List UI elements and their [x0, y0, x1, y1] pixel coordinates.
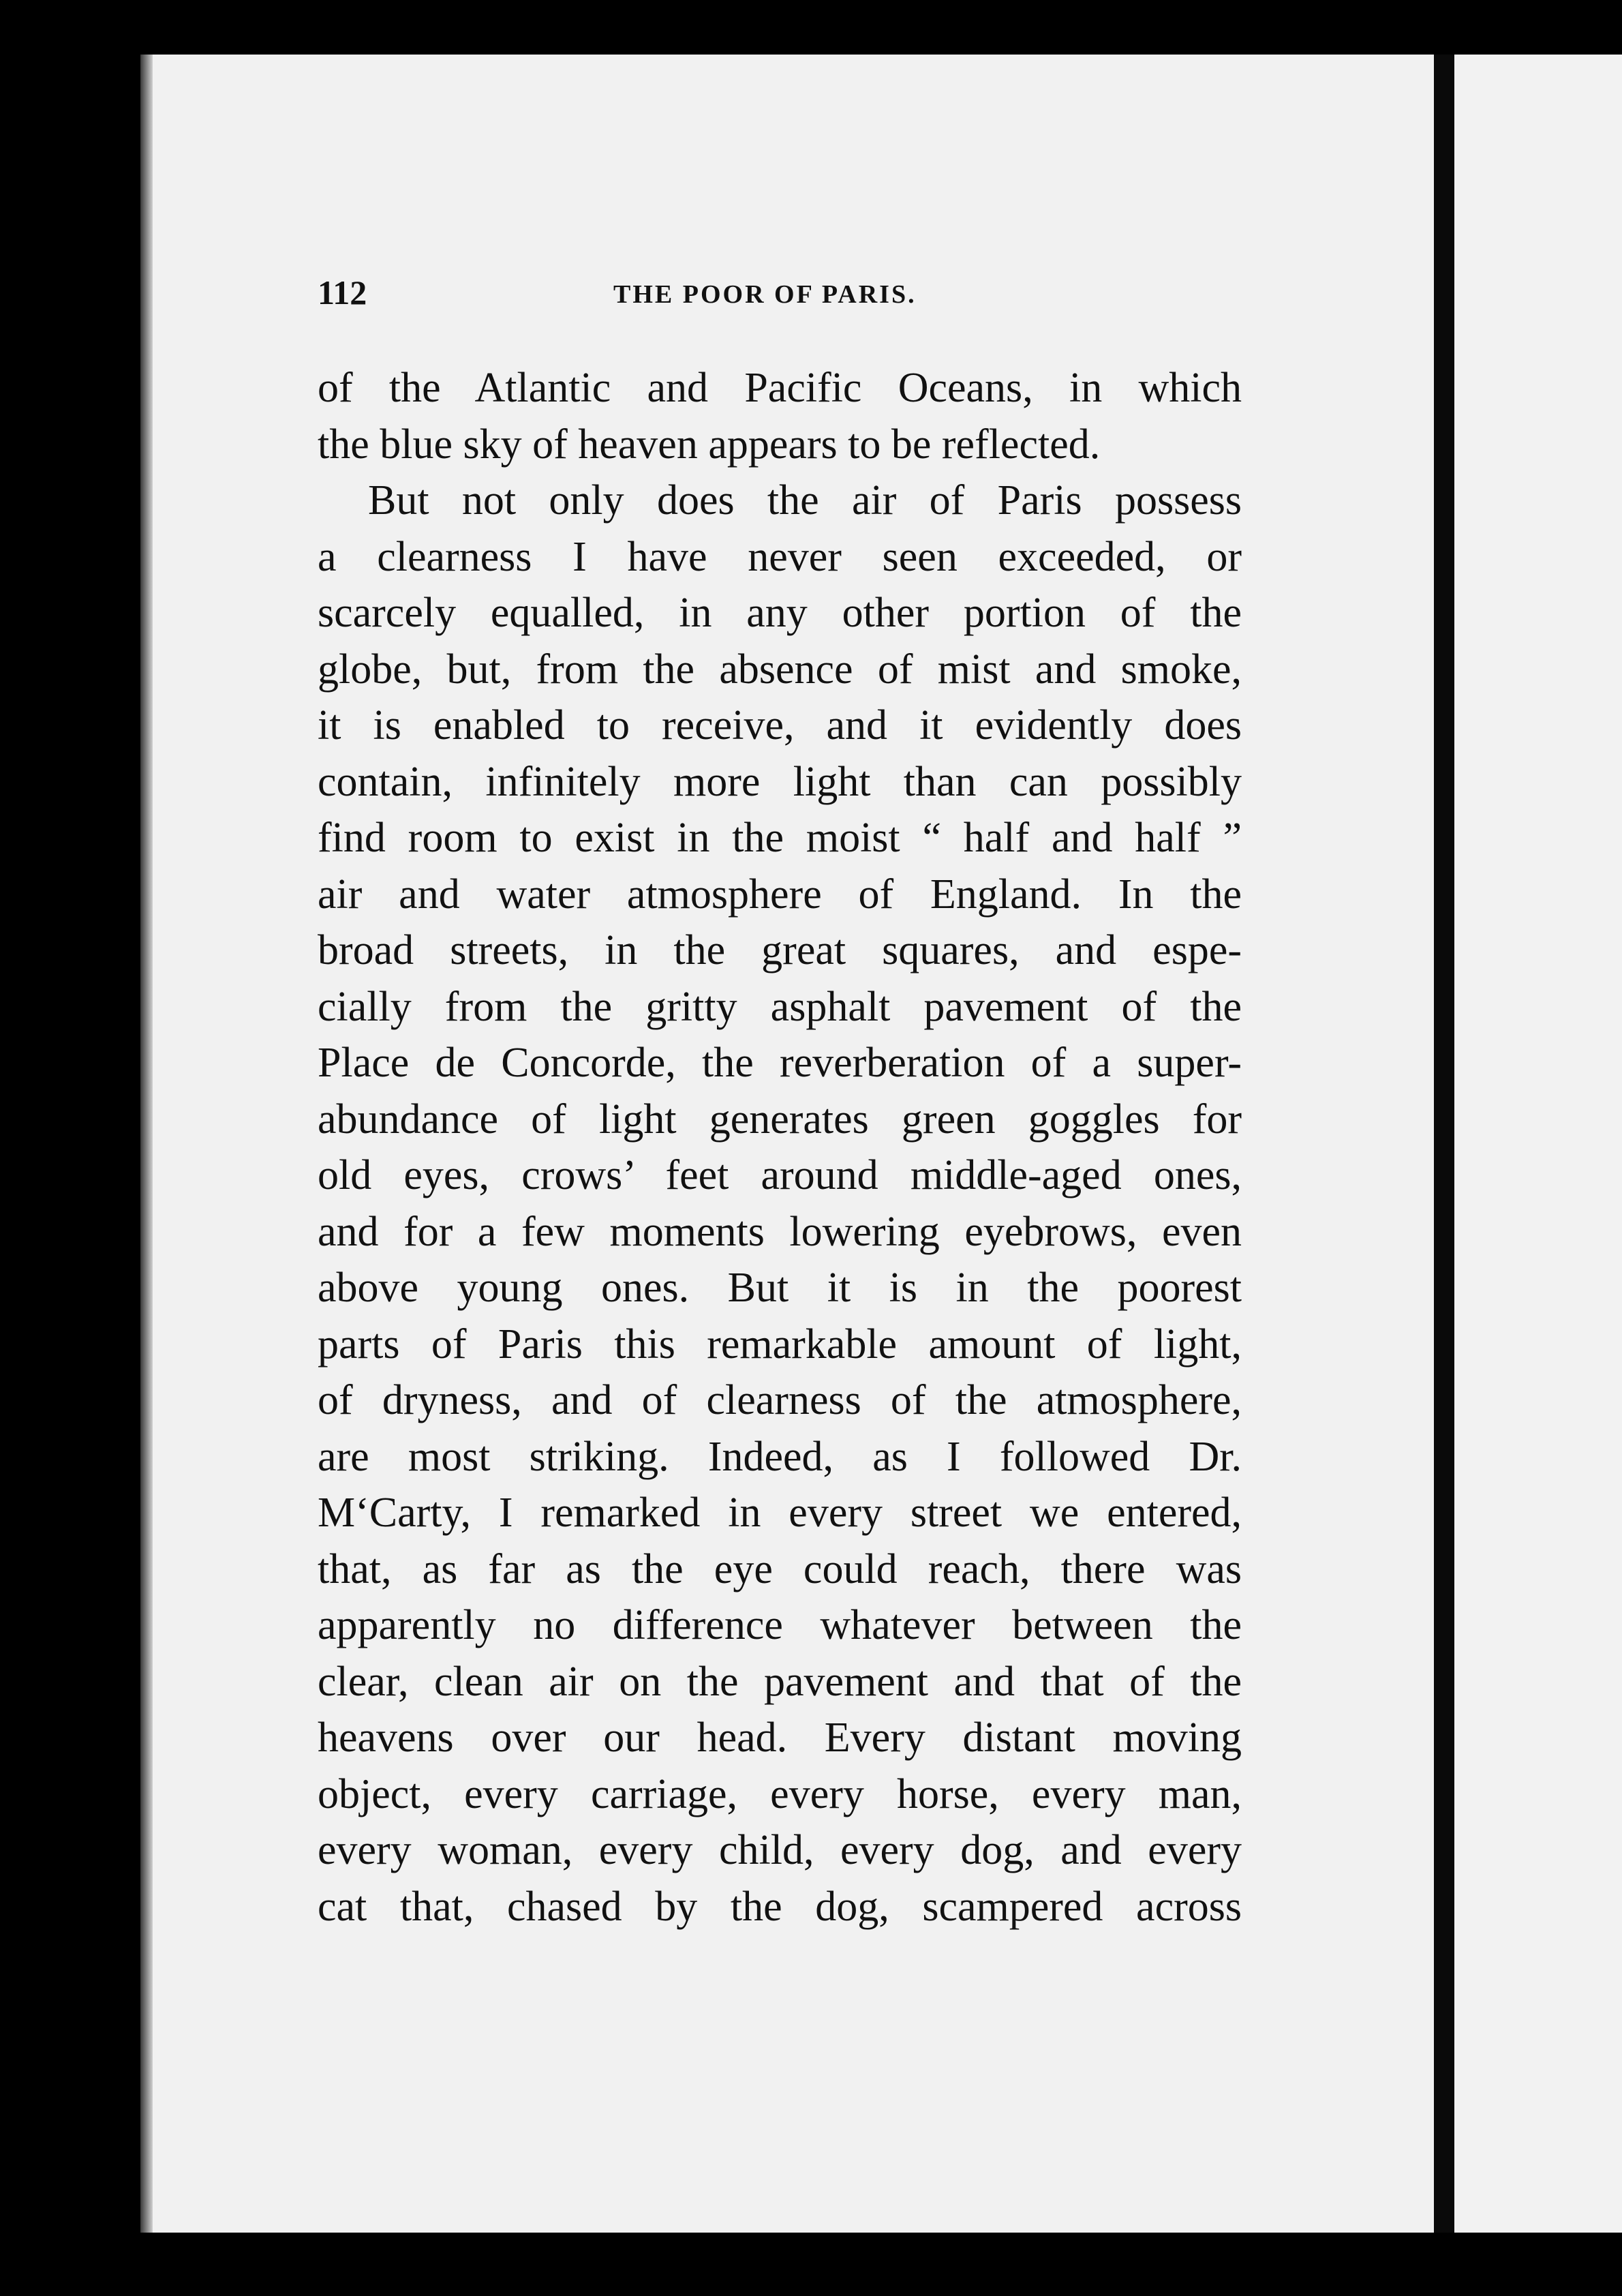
- text-line: cat that, chased by the dog, scampered across: [318, 1883, 1242, 1930]
- text-line: find room to exist in the moist “ half and half ”: [318, 815, 1242, 861]
- text-line: that, as far as the eye could reach, there was: [318, 1545, 1242, 1592]
- text-line: it is enabled to receive, and it evidently does: [318, 702, 1242, 749]
- text-line: scarcely equalled, in any other portion of the: [318, 590, 1242, 636]
- text-line: object, every carriage, every horse, every man,: [318, 1770, 1242, 1817]
- text-line: contain, infinitely more light than can possibly: [318, 758, 1242, 805]
- text-line: But not only does the air of Paris possess: [368, 477, 1242, 524]
- text-line: every woman, every child, every dog, and every: [318, 1827, 1242, 1873]
- text-line: broad streets, in the great squares, and espe-: [318, 927, 1242, 973]
- text-line: M‘Carty, I remarked in every street we entered,: [318, 1490, 1242, 1536]
- body-text: [318, 360, 1242, 1935]
- text-line: cially from the gritty asphalt pavement of the: [318, 983, 1242, 1030]
- text-line: above young ones. But it is in the poorest: [318, 1265, 1242, 1311]
- text-line: a clearness I have never seen exceeded, or: [318, 533, 1242, 580]
- text-line: of the Atlantic and Pacific Oceans, in which: [318, 365, 1242, 411]
- running-head: [318, 273, 1242, 314]
- text-line: Place de Concorde, the reverberation of a super-: [318, 1040, 1242, 1086]
- text-line: heavens over our head. Every distant moving: [318, 1715, 1242, 1761]
- text-line: the blue sky of heaven appears to be reflected.: [318, 421, 1101, 468]
- text-line: and for a few moments lowering eyebrows, even: [318, 1208, 1242, 1255]
- page-number: 112: [318, 273, 367, 312]
- page-binding-edge: [140, 55, 153, 2233]
- text-line: parts of Paris this remarkable amount of light,: [318, 1320, 1242, 1368]
- text-line: clear, clean air on the pavement and that of the: [318, 1658, 1242, 1705]
- page-gutter: [1434, 55, 1454, 2233]
- text-line: old eyes, crows’ feet around middle-aged ones,: [318, 1152, 1242, 1198]
- text-line: abundance of light generates green goggles for: [318, 1096, 1242, 1143]
- adjacent-page: [1454, 55, 1622, 2233]
- text-line: air and water atmosphere of England. In the: [318, 871, 1242, 918]
- text-line: of dryness, and of clearness of the atmosphere,: [318, 1377, 1242, 1423]
- text-line: apparently no difference whatever between the: [318, 1602, 1242, 1648]
- text-line: are most striking. Indeed, as I followed Dr.: [318, 1433, 1242, 1480]
- text-line: globe, but, from the absence of mist and smoke,: [318, 646, 1242, 693]
- running-title: THE POOR OF PARIS.: [613, 280, 917, 309]
